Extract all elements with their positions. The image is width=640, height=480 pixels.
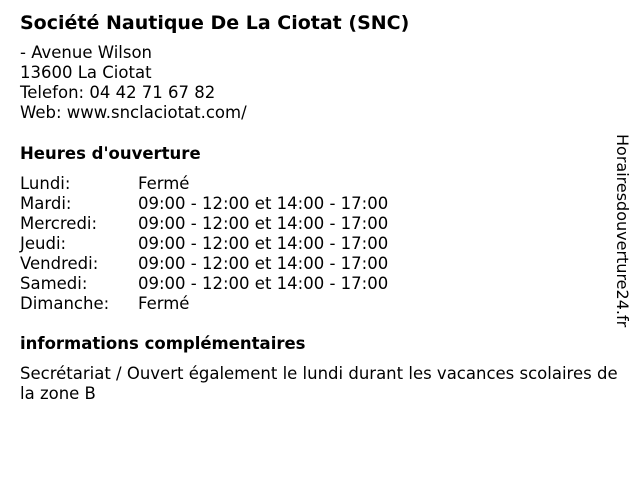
hours-table (20, 174, 388, 314)
info-heading: informations complémentaires (20, 334, 306, 353)
day-label: Lundi: (20, 174, 71, 193)
day-label: Vendredi: (20, 254, 99, 273)
day-label: Jeudi: (20, 234, 67, 253)
hours-value: 09:00 - 12:00 et 14:00 - 17:00 (138, 234, 389, 253)
address-city: 13600 La Ciotat (20, 63, 152, 82)
hours-value: Fermé (138, 174, 190, 193)
hours-value: Fermé (138, 294, 190, 313)
info-text: Secrétariat / Ouvert également le lundi durant les vacances scolaires de la zone B (20, 364, 618, 403)
hours-row-friday (20, 254, 388, 274)
hours-value: 09:00 - 12:00 et 14:00 - 17:00 (138, 214, 389, 233)
hours-value: 09:00 - 12:00 et 14:00 - 17:00 (138, 194, 389, 213)
day-label: Samedi: (20, 274, 88, 293)
business-name: Société Nautique De La Ciotat (SNC) (20, 12, 410, 34)
day-label: Mardi: (20, 194, 72, 213)
hours-value: 09:00 - 12:00 et 14:00 - 17:00 (138, 274, 389, 293)
hours-row-tuesday (20, 194, 388, 214)
hours-value: 09:00 - 12:00 et 14:00 - 17:00 (138, 254, 389, 273)
day-label: Dimanche: (20, 294, 110, 313)
address-street: - Avenue Wilson (20, 43, 153, 62)
day-label: Mercredi: (20, 214, 98, 233)
website: Web: www.snclaciotat.com/ (20, 103, 247, 122)
hours-row-wednesday (20, 214, 388, 234)
contact-block (20, 43, 247, 123)
watermark: Horairesdouverture24.fr (613, 134, 632, 328)
hours-row-monday (20, 174, 388, 194)
hours-row-sunday (20, 294, 388, 314)
hours-row-saturday (20, 274, 388, 294)
hours-heading: Heures d'ouverture (20, 144, 201, 163)
hours-row-thursday (20, 234, 388, 254)
phone-number: Telefon: 04 42 71 67 82 (20, 83, 216, 102)
